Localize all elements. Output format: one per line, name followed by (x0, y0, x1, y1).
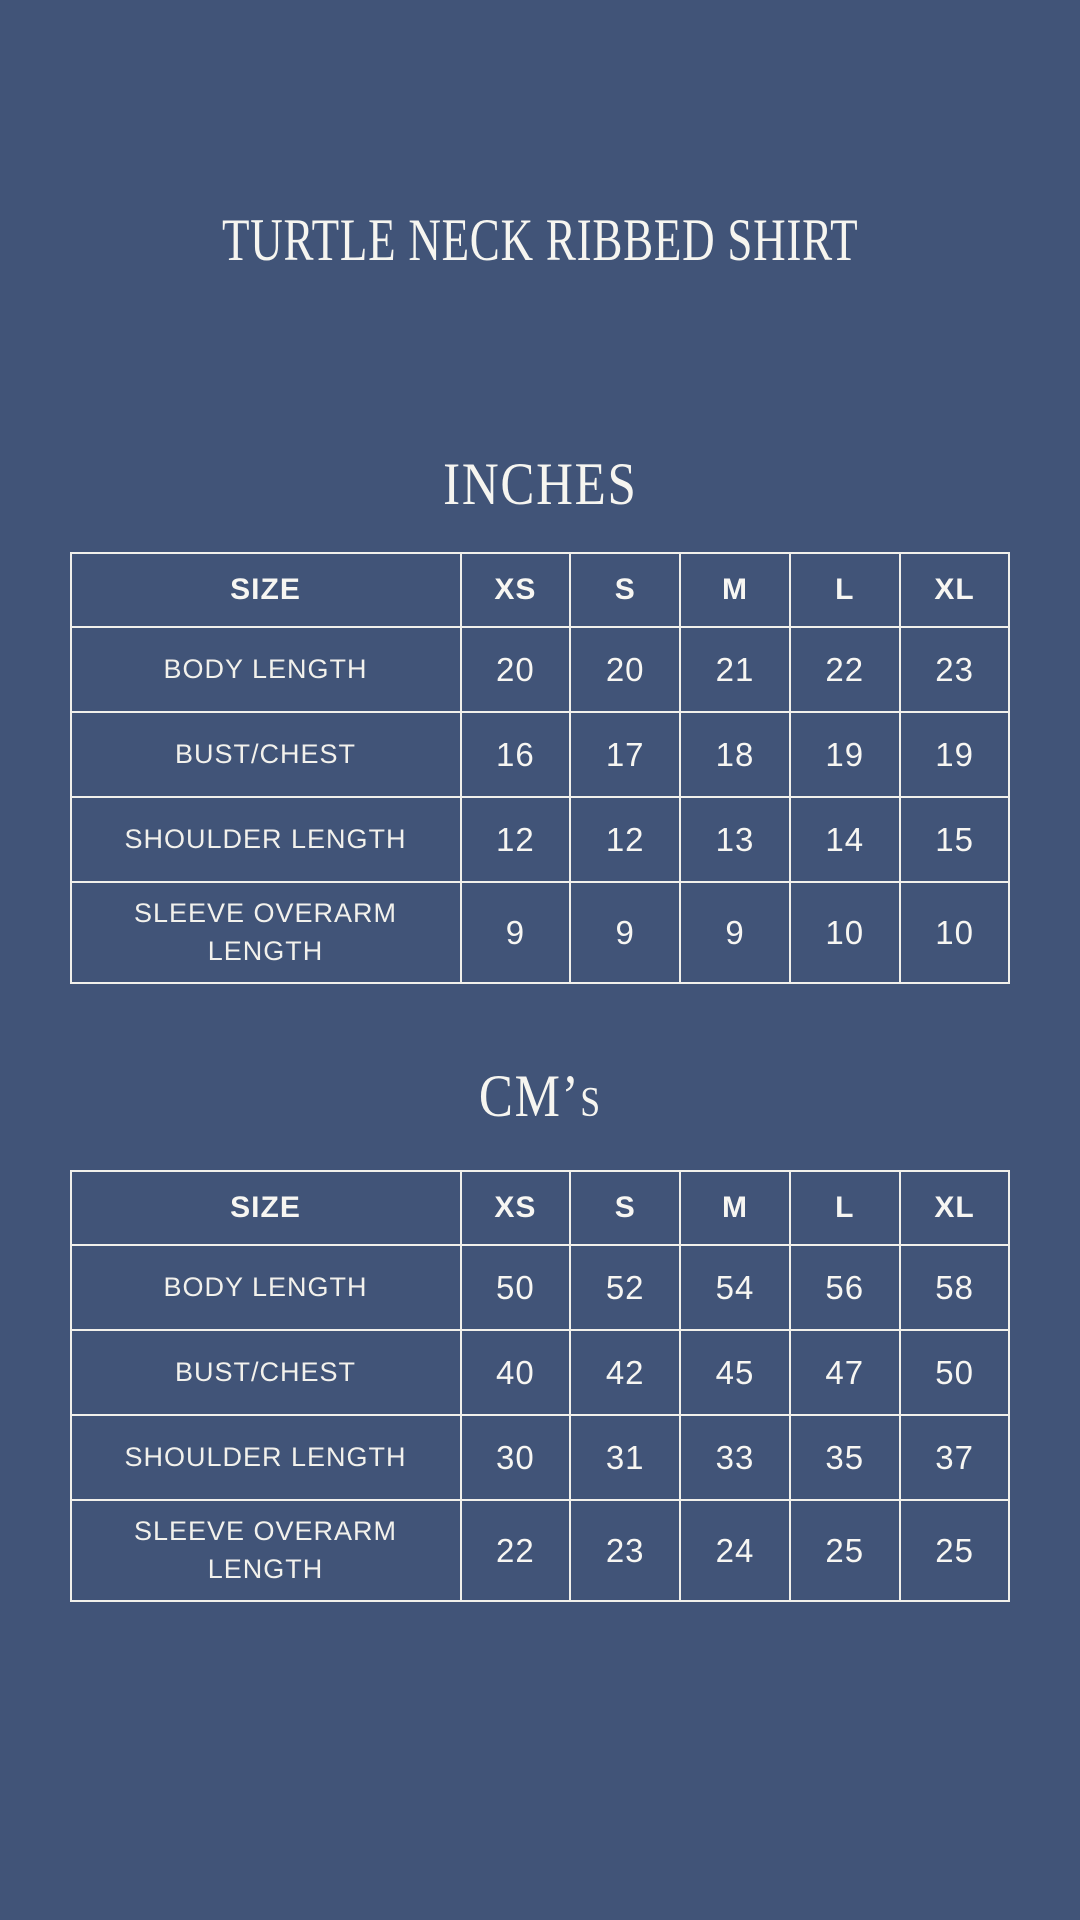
value-cell: 15 (900, 797, 1010, 882)
value-cell: 22 (461, 1500, 571, 1601)
value-cell: 50 (461, 1245, 571, 1330)
value-cell: 20 (461, 627, 571, 712)
value-cell: 45 (680, 1330, 790, 1415)
value-cell: 13 (680, 797, 790, 882)
value-cell: 40 (461, 1330, 571, 1415)
value-cell: 31 (570, 1415, 680, 1500)
cms-row-shoulder-length (71, 1415, 1010, 1500)
inches-heading (0, 451, 1080, 517)
value-cell: 23 (570, 1500, 680, 1601)
row-label: SHOULDER LENGTH (124, 823, 407, 854)
cms-heading-suffix: S (579, 1080, 602, 1126)
value-cell: 17 (570, 712, 680, 797)
value-cell: 50 (900, 1330, 1010, 1415)
value-cell: 14 (790, 797, 900, 882)
cms-column-header-xl: XL (900, 1171, 1010, 1245)
value-cell: 37 (900, 1415, 1010, 1500)
value-cell: 25 (790, 1500, 900, 1601)
cms-heading (0, 1063, 1080, 1129)
value-cell: 12 (461, 797, 571, 882)
value-cell: 33 (680, 1415, 790, 1500)
value-cell: 35 (790, 1415, 900, 1500)
value-cell: 21 (680, 627, 790, 712)
value-cell: 42 (570, 1330, 680, 1415)
inches-column-header-s: S (570, 553, 680, 627)
value-cell: 24 (680, 1500, 790, 1601)
cms-row-bust-chest (71, 1330, 1010, 1415)
row-label: SLEEVE OVERARM LENGTH (133, 1515, 398, 1584)
cms-column-header-size: SIZE (71, 1171, 461, 1245)
value-cell: 23 (900, 627, 1010, 712)
row-label: BODY LENGTH (163, 653, 368, 684)
inches-header-row (71, 553, 1010, 627)
inches-heading-text: INCHES (442, 451, 638, 517)
inches-column-header-l: L (790, 553, 900, 627)
value-cell: 12 (570, 797, 680, 882)
inches-column-header-xl: XL (900, 553, 1010, 627)
value-cell: 19 (790, 712, 900, 797)
inches-column-header-m: M (680, 553, 790, 627)
cms-column-header-l: L (790, 1171, 900, 1245)
value-cell: 58 (900, 1245, 1010, 1330)
value-cell: 54 (680, 1245, 790, 1330)
inches-column-header-size: SIZE (71, 553, 461, 627)
value-cell: 22 (790, 627, 900, 712)
value-cell: 30 (461, 1415, 571, 1500)
value-cell: 47 (790, 1330, 900, 1415)
value-cell: 10 (790, 882, 900, 983)
row-label: SHOULDER LENGTH (124, 1441, 407, 1472)
inches-row-bust-chest (71, 712, 1010, 797)
value-cell: 10 (900, 882, 1010, 983)
value-cell: 25 (900, 1500, 1010, 1601)
cms-row-sleeve-overarm-length (71, 1500, 1010, 1601)
value-cell: 16 (461, 712, 571, 797)
cms-size-table (70, 1170, 1011, 1602)
row-label: SLEEVE OVERARM LENGTH (133, 897, 398, 966)
value-cell: 9 (570, 882, 680, 983)
inches-size-table (70, 552, 1011, 984)
inches-row-sleeve-overarm-length (71, 882, 1010, 983)
value-cell: 52 (570, 1245, 680, 1330)
page-title (0, 0, 1080, 273)
value-cell: 20 (570, 627, 680, 712)
value-cell: 9 (461, 882, 571, 983)
value-cell: 9 (680, 882, 790, 983)
cms-heading-text: CM’ (478, 1063, 580, 1129)
row-label: BUST/CHEST (174, 738, 357, 769)
cms-header-row (71, 1171, 1010, 1245)
row-label: BUST/CHEST (174, 1356, 357, 1387)
value-cell: 19 (900, 712, 1010, 797)
cms-column-header-s: S (570, 1171, 680, 1245)
inches-column-header-xs: XS (461, 553, 571, 627)
row-label: BODY LENGTH (163, 1271, 368, 1302)
cms-column-header-xs: XS (461, 1171, 571, 1245)
cms-column-header-m: M (680, 1171, 790, 1245)
page-title-text: TURTLE NECK RIBBED SHIRT (221, 207, 859, 273)
cms-row-body-length (71, 1245, 1010, 1330)
value-cell: 18 (680, 712, 790, 797)
inches-row-shoulder-length (71, 797, 1010, 882)
value-cell: 56 (790, 1245, 900, 1330)
inches-row-body-length (71, 627, 1010, 712)
